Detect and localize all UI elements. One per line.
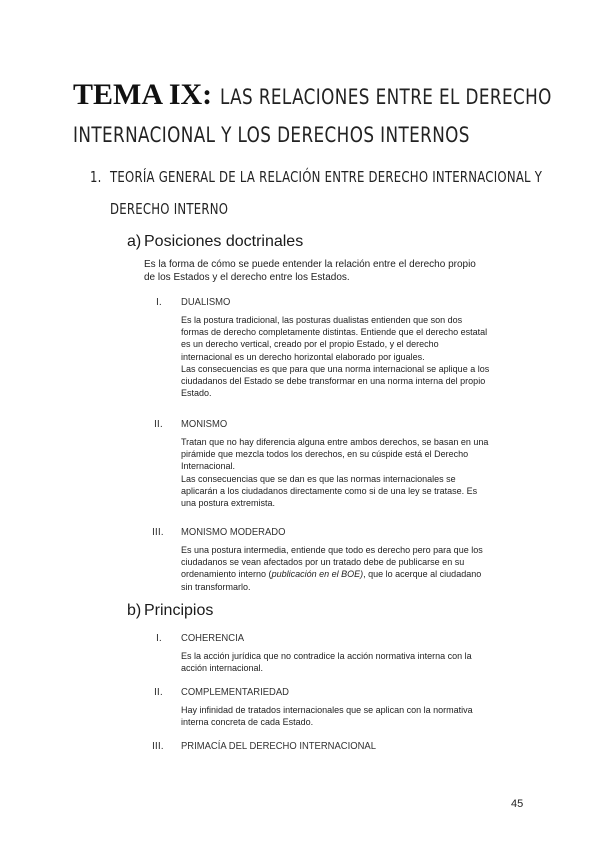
title-lead: TEMA IX: [73, 78, 213, 111]
item-body-coherencia: Es la acción jurídica que no contradice la acción normativa interna con la acción internacional. [181, 651, 472, 674]
item-numeral: I. [156, 632, 162, 644]
item-heading-coherencia: COHERENCIA [181, 632, 245, 644]
subsection-a-intro: Es la forma de cómo se puede entender la relación entre el derecho propio de los Estados y el derecho entre los Estados. [144, 259, 476, 283]
item-heading-primacia: PRIMACÍA DEL DERECHO INTERNACIONAL [181, 740, 376, 752]
page-title [73, 78, 600, 112]
item-numeral: III. [152, 740, 164, 752]
section-number: 1. [90, 168, 102, 186]
subsection-b-label: b) [127, 602, 142, 619]
item-body-dualismo: Es la postura tradicional, las posturas dualistas entienden que son dos formas de derecho completamente distintas. Entiende que el derecho estatal es un derecho vertical, creado por el propio Estado, y el derecho internacional es un derecho horizontal elaborado por iguales. Las consecuencias es que para que una norma internacional se aplique a los ciudadanos del Estado se debe transformar en una norma interna del propio Estado. [181, 315, 490, 399]
subsection-a-title: Posiciones doctrinales [144, 233, 304, 250]
item-heading-monismo: MONISMO [181, 418, 228, 430]
subsection-b-title: Principios [144, 602, 214, 619]
item-body-monismo: Tratan que no hay diferencia alguna entre ambos derechos, se basan en una pirámide que mezcla todos los derechos, en su cúspide está el Derecho Internacional. Las consecuencias que se dan es que las normas internacionales se aplicarán a los ciudadanos directamente como si de una ley se tratase. Es una postura extremista. [181, 437, 489, 509]
item-numeral: II. [154, 418, 163, 430]
subsection-a-label: a) [127, 233, 142, 250]
item-numeral: I. [156, 296, 162, 308]
section-title-line2: DERECHO INTERNO [110, 200, 229, 218]
item-body-complementariedad: Hay infinidad de tratados internacionales que se aplican con la normativa interna concreta de cada Estado. [181, 705, 473, 728]
item-heading-complementariedad: COMPLEMENTARIEDAD [181, 686, 289, 698]
item-numeral: II. [154, 686, 163, 698]
item-body-monismo-moderado: Es una postura intermedia, entiende que todo es derecho pero para que los ciudadanos se vean afectados por un tratado debe de publicarse en su ordenamiento interno (publicación en el BOE), que lo acerque al ciudadano sin transformarlo. [181, 545, 483, 592]
item-heading-dualismo: DUALISMO [181, 296, 231, 308]
page-title-line2: INTERNACIONAL Y LOS DERECHOS INTERNOS [73, 123, 470, 147]
item-heading-monismo-moderado: MONISMO MODERADO [181, 526, 286, 538]
section-title-line1: TEORÍA GENERAL DE LA RELACIÓN ENTRE DERECHO INTERNACIONAL Y [110, 168, 543, 186]
item-numeral: III. [152, 526, 164, 538]
title-line1: LAS RELACIONES ENTRE EL DERECHO [220, 85, 552, 109]
page-number: 45 [511, 798, 524, 810]
